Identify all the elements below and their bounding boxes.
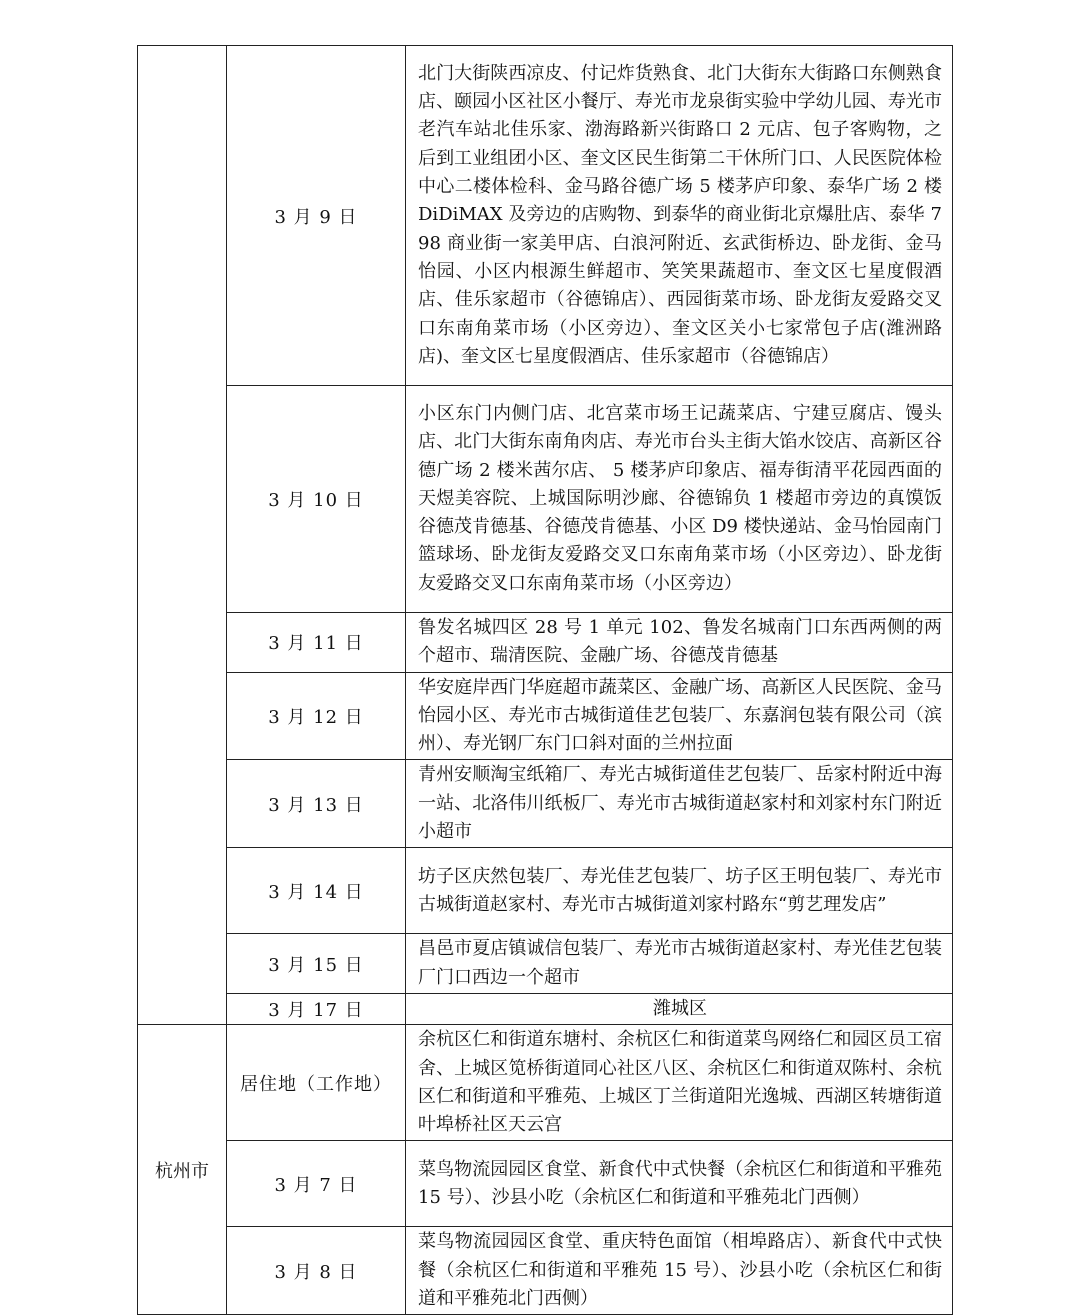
date-cell: 3 月 7 日 — [227, 1141, 406, 1227]
places-cell: 昌邑市夏店镇诚信包装厂、寿光市古城街道赵家村、寿光佳艺包装厂门口西边一个超市 — [406, 934, 953, 994]
date-cell: 3 月 14 日 — [227, 848, 406, 934]
table-row — [138, 760, 953, 848]
table-row — [138, 1227, 953, 1315]
places-cell: 菜鸟物流园园区食堂、重庆特色面馆（相埠路店）、新食代中式快餐（余杭区仁和街道和平雅苑 15 号）、沙县小吃（余杭区仁和街道和平雅苑北门西侧） — [406, 1227, 953, 1315]
date-cell: 3 月 9 日 — [227, 46, 406, 386]
itinerary-table — [137, 45, 953, 1315]
date-cell: 3 月 12 日 — [227, 672, 406, 760]
places-cell: 潍城区 — [406, 993, 953, 1024]
places-cell: 余杭区仁和街道东塘村、余杭区仁和街道菜鸟网络仁和园区员工宿舍、上城区笕桥街道同心社区八区、余杭区仁和街道双陈村、余杭区仁和街道和平雅苑、上城区丁兰街道阳光逸城、西湖区转塘街道叶埠桥社区天云宫 — [406, 1025, 953, 1141]
places-cell: 小区东门内侧门店、北宫菜市场王记蔬菜店、宁建豆腐店、馒头店、北门大街东南角肉店、寿光市台头主街大馅水饺店、高新区谷德广场 2 楼米茜尔店、 5 楼茅庐印象店、福寿街清平花园西面的天煜美容院、上城国际明沙廊、谷德锦负 1 楼超市旁边的真馍饭谷德茂肯德基、谷德茂肯德基、小区 D9 楼快递站、金马怡园南门篮球场、卧龙街友爱路交叉口东南角菜市场（小区旁边）、卧龙街友爱路交叉口东南角菜市场（小区旁边） — [406, 386, 953, 613]
places-cell: 坊子区庆然包装厂、寿光佳艺包装厂、坊子区王明包装厂、寿光市古城街道赵家村、寿光市古城街道刘家村路东“剪艺理发店” — [406, 848, 953, 934]
city-cell — [138, 46, 227, 1025]
date-cell: 3 月 11 日 — [227, 613, 406, 673]
table-row — [138, 934, 953, 994]
table-row — [138, 993, 953, 1024]
table-row — [138, 46, 953, 386]
table-row — [138, 1141, 953, 1227]
table-row — [138, 386, 953, 613]
places-cell: 鲁发名城四区 28 号 1 单元 102、鲁发名城南门口东西两侧的两个超市、瑞清医院、金融广场、谷德茂肯德基 — [406, 613, 953, 673]
places-cell: 北门大街陕西凉皮、付记炸货熟食、北门大街东大街路口东侧熟食店、颐园小区社区小餐厅、寿光市龙泉街实验中学幼儿园、寿光市老汽车站北佳乐家、渤海路新兴街路口 2 元店、包子客购物，之后到工业组团小区、奎文区民生街第二干休所门口、人民医院体检中心二楼体检科、金马路谷德广场 5 楼茅庐印象、泰华广场 2 楼 DiDiMAX 及旁边的店购物、到泰华的商业街北京爆肚店、泰华 798 商业街一家美甲店、白浪河附近、玄武街桥边、卧龙街、金马怡园、小区内根源生鲜超市、笑笑果蔬超市、奎文区七星度假酒店、佳乐家超市（谷德锦店）、西园街菜市场、卧龙街友爱路交叉口东南角菜市场（小区旁边）、奎文区关小七家常包子店(潍洲路店)、奎文区七星度假酒店、佳乐家超市（谷德锦店） — [406, 46, 953, 386]
table-row — [138, 672, 953, 760]
places-cell: 华安庭岸西门华庭超市蔬菜区、金融广场、高新区人民医院、金马怡园小区、寿光市古城街道佳艺包装厂、东嘉润包装有限公司（滨州）、寿光钢厂东门口斜对面的兰州拉面 — [406, 672, 953, 760]
places-cell: 青州安顺淘宝纸箱厂、寿光古城街道佳艺包装厂、岳家村附近中海一站、北洛伟川纸板厂、寿光市古城街道赵家村和刘家村东门附近小超市 — [406, 760, 953, 848]
date-cell: 3 月 13 日 — [227, 760, 406, 848]
date-cell: 居住地（工作地） — [227, 1025, 406, 1141]
date-cell: 3 月 10 日 — [227, 386, 406, 613]
places-cell: 菜鸟物流园园区食堂、新食代中式快餐（余杭区仁和街道和平雅苑 15 号）、沙县小吃（余杭区仁和街道和平雅苑北门西侧） — [406, 1141, 953, 1227]
date-cell: 3 月 15 日 — [227, 934, 406, 994]
table-row — [138, 613, 953, 673]
date-cell: 3 月 17 日 — [227, 993, 406, 1024]
city-cell: 杭州市 — [138, 1025, 227, 1315]
table-row — [138, 848, 953, 934]
date-cell: 3 月 8 日 — [227, 1227, 406, 1315]
table-row — [138, 1025, 953, 1141]
